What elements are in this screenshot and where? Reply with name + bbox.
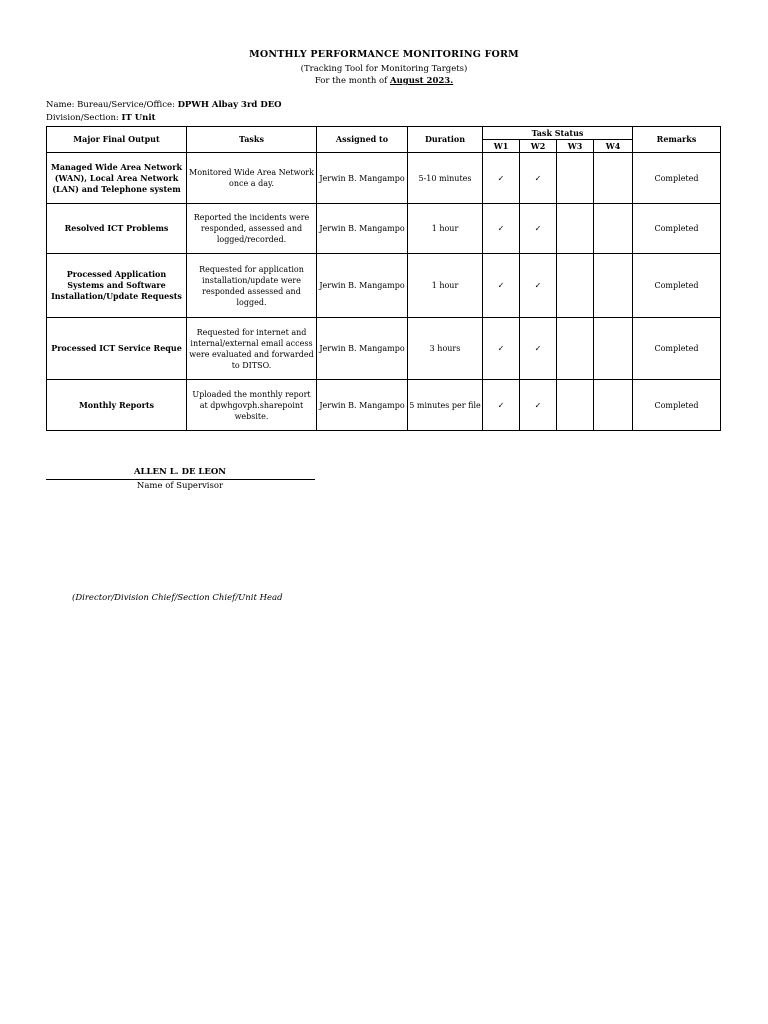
row-w2-check: ✓ (520, 204, 557, 254)
row-mfo: Managed Wide Area Network (WAN), Local Area Network (LAN) and Telephone system (47, 153, 187, 204)
form-subtitle: (Tracking Tool for Monitoring Targets) (300, 64, 468, 74)
form-period (0, 76, 768, 86)
period-prefix: For the month of (314, 76, 390, 86)
header-mfo: Major Final Output (47, 127, 187, 153)
row-w3-check (557, 380, 594, 431)
row-mfo: Resolved ICT Problems (47, 204, 187, 254)
table-row (47, 254, 721, 318)
row-w3-check (557, 204, 594, 254)
row-w4-check (594, 204, 633, 254)
row-task: Uploaded the monthly report at dpwhgovph.sharepoint website. (187, 380, 317, 431)
supervisor-label: Name of Supervisor (136, 481, 224, 491)
header-duration: Duration (408, 127, 483, 153)
form-title: MONTHLY PERFORMANCE MONITORING FORM (249, 49, 519, 60)
row-task: Requested for internet and internal/external email access were evaluated and forwarded to DITSO. (187, 318, 317, 380)
supervisor-name: ALLEN L. DE LEON (133, 467, 227, 477)
table-row (47, 318, 721, 380)
row-w4-check (594, 380, 633, 431)
row-w4-check (594, 153, 633, 204)
header-w1: W1 (483, 140, 520, 153)
row-mfo: Monthly Reports (47, 380, 187, 431)
header-w2: W2 (520, 140, 557, 153)
row-w4-check (594, 318, 633, 380)
row-w2-check: ✓ (520, 153, 557, 204)
row-w1-check: ✓ (483, 380, 520, 431)
period-value: August 2023. (389, 76, 454, 86)
header-w3: W3 (557, 140, 594, 153)
row-w2-check: ✓ (520, 380, 557, 431)
row-w2-check: ✓ (520, 318, 557, 380)
row-w4-check (594, 254, 633, 318)
performance-table (46, 126, 721, 431)
table-row (47, 204, 721, 254)
header-remarks: Remarks (633, 127, 721, 153)
table-row (47, 380, 721, 431)
row-assigned: Jerwin B. Mangampo (317, 380, 408, 431)
row-remarks: Completed (633, 318, 721, 380)
table-row (47, 153, 721, 204)
row-assigned: Jerwin B. Mangampo (317, 204, 408, 254)
row-task: Requested for application installation/update were responded assessed and logged. (187, 254, 317, 318)
division-value: IT Unit (121, 113, 156, 123)
row-assigned: Jerwin B. Mangampo (317, 153, 408, 204)
row-w1-check: ✓ (483, 318, 520, 380)
row-w1-check: ✓ (483, 204, 520, 254)
row-w1-check: ✓ (483, 153, 520, 204)
signature-line (46, 479, 315, 480)
row-duration: 1 hour (408, 204, 483, 254)
row-duration: 1 hour (408, 254, 483, 318)
position-line: (Director/Division Chief/Section Chief/Unit Head (72, 593, 283, 603)
header-w4: W4 (594, 140, 633, 153)
row-task: Reported the incidents were responded, assessed and logged/recorded. (187, 204, 317, 254)
row-remarks: Completed (633, 204, 721, 254)
row-duration: 5 minutes per file (408, 380, 483, 431)
row-remarks: Completed (633, 153, 721, 204)
row-remarks: Completed (633, 380, 721, 431)
header-task-status: Task Status (483, 127, 633, 140)
header-assigned: Assigned to (317, 127, 408, 153)
row-w3-check (557, 153, 594, 204)
row-mfo: Processed Application Systems and Software Installation/Update Requests (47, 254, 187, 318)
office-label: Name: Bureau/Service/Office: (46, 100, 178, 110)
row-assigned: Jerwin B. Mangampo (317, 318, 408, 380)
row-w2-check: ✓ (520, 254, 557, 318)
row-duration: 5-10 minutes (408, 153, 483, 204)
office-line (46, 100, 282, 110)
row-w3-check (557, 318, 594, 380)
row-assigned: Jerwin B. Mangampo (317, 254, 408, 318)
row-w1-check: ✓ (483, 254, 520, 318)
row-w3-check (557, 254, 594, 318)
division-label: Division/Section: (46, 113, 122, 123)
division-line (46, 113, 156, 123)
row-mfo: Processed ICT Service Reque (47, 318, 187, 380)
row-duration: 3 hours (408, 318, 483, 380)
row-task: Monitored Wide Area Network once a day. (187, 153, 317, 204)
office-value: DPWH Albay 3rd DEO (177, 100, 282, 110)
header-tasks: Tasks (187, 127, 317, 153)
header-row (47, 127, 721, 140)
row-remarks: Completed (633, 254, 721, 318)
